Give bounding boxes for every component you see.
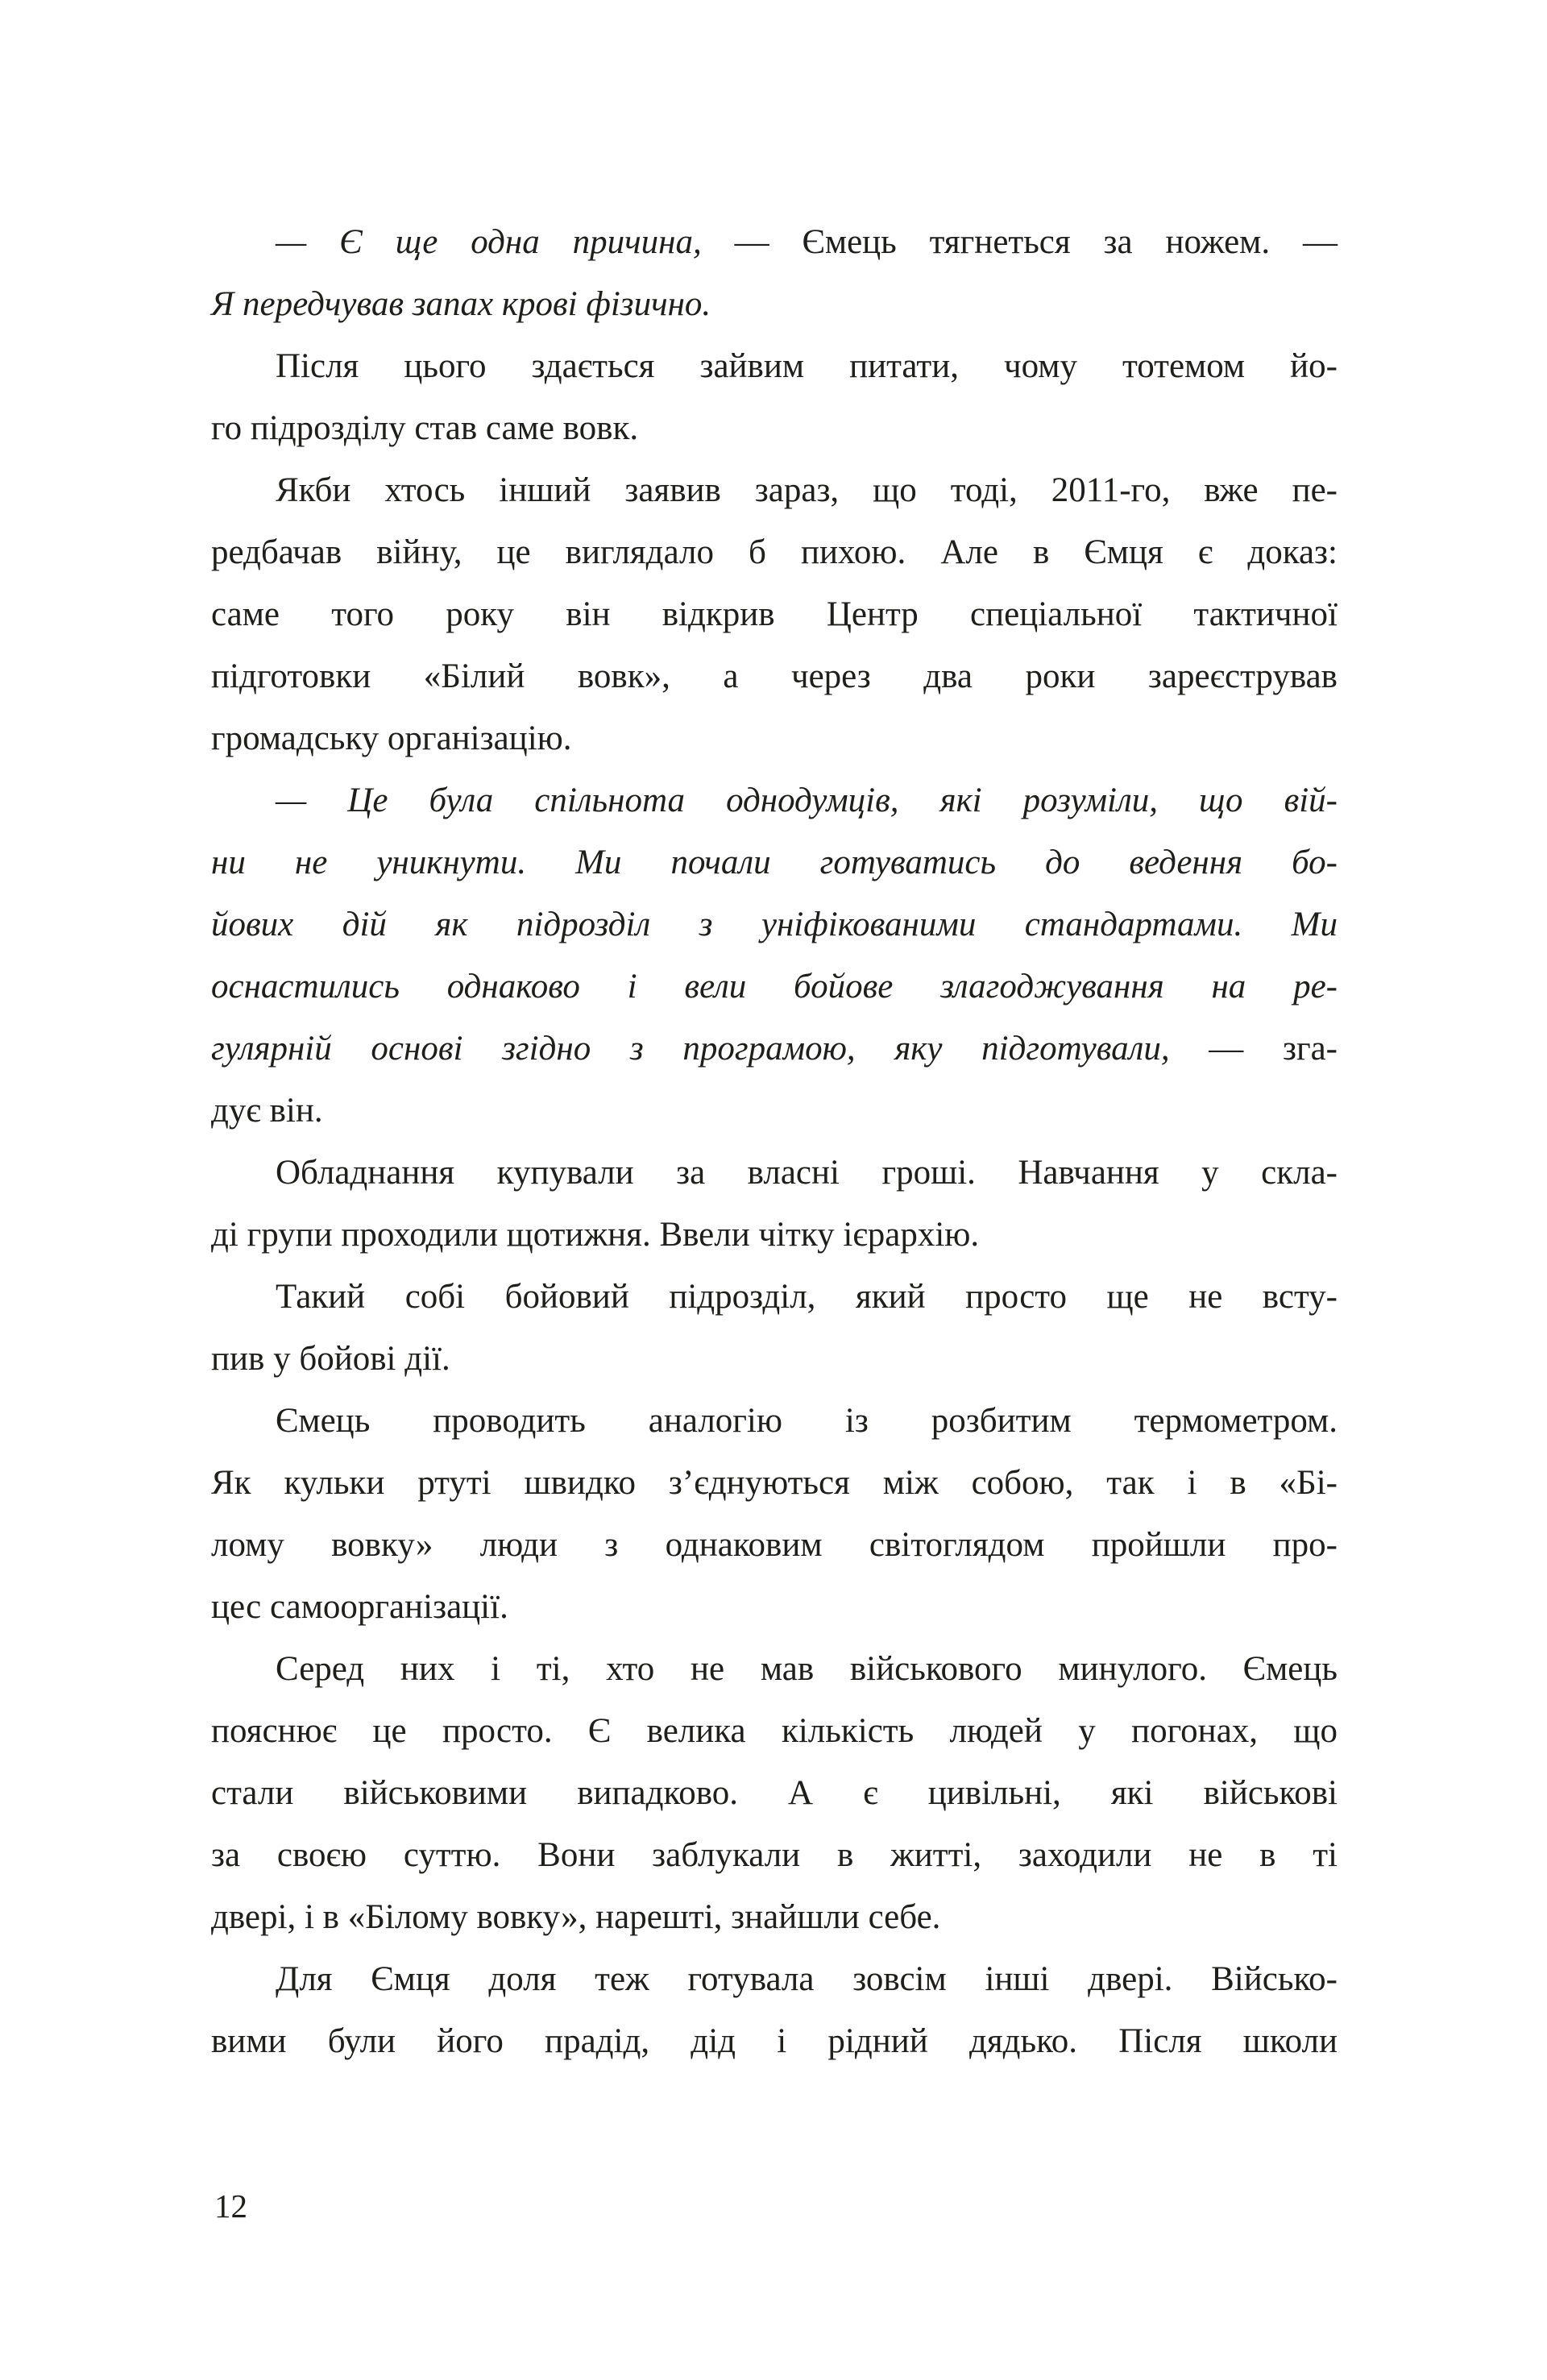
body-text: Ємець проводить аналогію із розбитим термометром.: [276, 1402, 1338, 1440]
quote-text: йових дій як підрозділ з уніфікованими стандартами. Ми: [211, 906, 1338, 943]
text-line: [211, 1204, 1338, 1266]
paragraph: [211, 1948, 1338, 2072]
body-text: Як кульки ртуті швидко з’єднуються між собою, так і в «Бі-: [211, 1464, 1338, 1502]
body-text: ді групи проходили щотижня. Ввели чітку ієрархію.: [211, 1216, 980, 1254]
text-line: [211, 1018, 1338, 1080]
text-line: [211, 1948, 1338, 2010]
body-text: — зга-: [1169, 1030, 1338, 1068]
text-line: [211, 1390, 1338, 1452]
body-text: пив у бойові дії.: [211, 1340, 450, 1378]
text-line: [211, 956, 1338, 1018]
body-text: го підрозділу став саме вовк.: [211, 409, 639, 447]
text-line: [211, 1142, 1338, 1204]
text-line: [211, 273, 1338, 335]
text-line: [211, 211, 1338, 273]
text-line: [211, 831, 1338, 894]
quote-text: — Є ще одна причина,: [276, 223, 702, 261]
body-text: Після цього здається зайвим питати, чому тотемом йо-: [276, 347, 1338, 385]
paragraph: [211, 1390, 1338, 1638]
body-text: редбачав війну, це виглядало б пихою. Але в Ємця є доказ:: [211, 533, 1338, 571]
quote-text: Я передчував запах крові фізично.: [211, 285, 711, 323]
text-line: [211, 1886, 1338, 1948]
text-line: [211, 1824, 1338, 1886]
body-text: стали військовими випадково. А є цивільні, які військові: [211, 1774, 1338, 1812]
body-text: дує він.: [211, 1092, 323, 1130]
text-line: [211, 1638, 1338, 1700]
body-text: пояснює це просто. Є велика кількість людей у погонах, що: [211, 1712, 1338, 1750]
text-line: [211, 1266, 1338, 1328]
quote-text: — Це була спільнота однодумців, які розуміли, що вій-: [276, 782, 1338, 819]
text-line: [211, 1762, 1338, 1824]
text-line: [211, 583, 1338, 645]
body-text: за своєю суттю. Вони заблукали в житті, заходили не в ті: [211, 1836, 1338, 1874]
text-line: [211, 335, 1338, 397]
body-text: підготовки «Білий вовк», а через два роки зареєстрував: [211, 657, 1338, 695]
body-text: Такий собі бойовий підрозділ, який просто ще не всту-: [276, 1278, 1338, 1316]
text-line: [211, 1576, 1338, 1638]
paragraph: [211, 1142, 1338, 1266]
text-block: [211, 211, 1338, 2072]
text-line: [211, 1080, 1338, 1142]
text-line: [211, 397, 1338, 459]
paragraph: [211, 211, 1338, 335]
text-line: [211, 1328, 1338, 1390]
body-text: громадську організацію.: [211, 719, 572, 757]
text-line: [211, 769, 1338, 831]
paragraph: [211, 769, 1338, 1142]
paragraph: [211, 1638, 1338, 1948]
body-text: вими були його прадід, дід і рідний дядько. Після школи: [211, 2022, 1338, 2060]
body-text: Серед них і ті, хто не мав військового минулого. Ємець: [276, 1650, 1338, 1688]
paragraph: [211, 1266, 1338, 1390]
body-text: двері, і в «Білому вовку», нарешті, знайшли себе.: [211, 1898, 941, 1936]
body-text: саме того року він відкрив Центр спеціальної тактичної: [211, 595, 1338, 633]
body-text: цес самоорганізації.: [211, 1588, 508, 1626]
body-text: Обладнання купували за власні гроші. Навчання у скла-: [276, 1154, 1338, 1192]
text-line: [211, 707, 1338, 769]
paragraph: [211, 335, 1338, 459]
text-line: [211, 1452, 1338, 1514]
page-number: 12: [214, 2187, 247, 2225]
body-text: — Ємець тягнеться за ножем. —: [701, 223, 1338, 261]
text-line: [211, 1514, 1338, 1576]
text-line: [211, 521, 1338, 583]
quote-text: гулярній основі згідно з програмою, яку підготували,: [211, 1030, 1170, 1068]
text-line: [211, 1700, 1338, 1762]
text-line: [211, 894, 1338, 956]
quote-text: ни не уникнути. Ми почали готуватись до ведення бо-: [211, 844, 1338, 881]
text-line: [211, 645, 1338, 707]
body-text: Для Ємця доля теж готувала зовсім інші двері. Військо-: [276, 1960, 1338, 1998]
quote-text: оснастились однаково і вели бойове злагоджування на ре-: [211, 968, 1338, 1005]
text-line: [211, 2010, 1338, 2072]
body-text: Якби хтось інший заявив зараз, що тоді, 2011-го, вже пе-: [276, 471, 1338, 509]
text-line: [211, 459, 1338, 521]
body-text: лому вовку» люди з однаковим світоглядом пройшли про-: [211, 1526, 1338, 1564]
paragraph: [211, 459, 1338, 769]
